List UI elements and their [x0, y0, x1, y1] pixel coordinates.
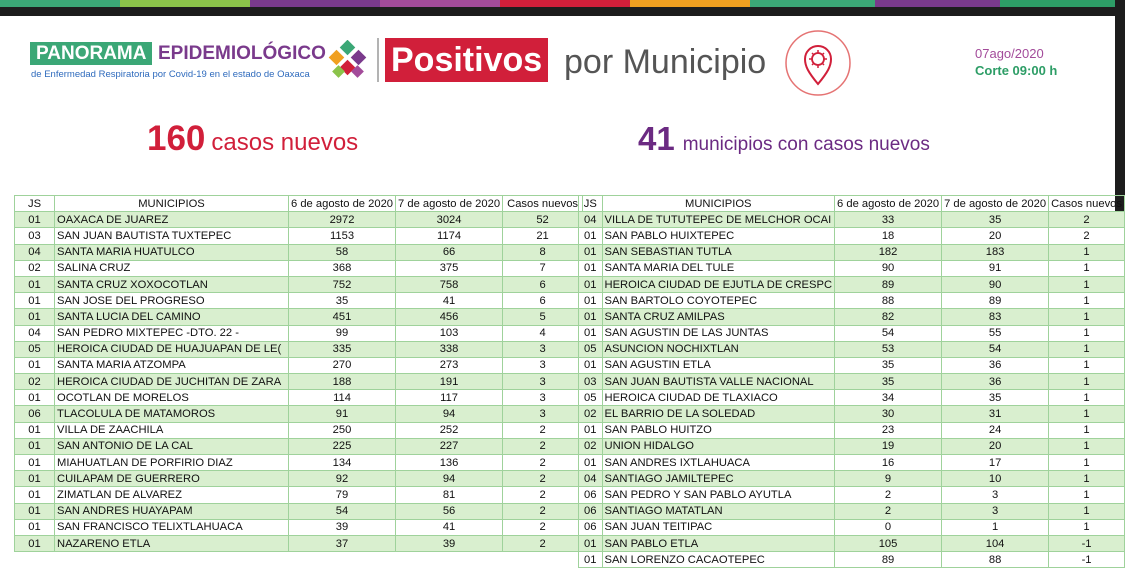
- table-row: [579, 406, 1125, 422]
- cell-municipio: OCOTLAN DE MORELOS: [55, 390, 289, 406]
- cell-municipio: ZIMATLAN DE ALVAREZ: [55, 487, 289, 503]
- cell-aug7: 338: [396, 341, 503, 357]
- cell-municipio: SAN LORENZO CACAOTEPEC: [602, 552, 835, 568]
- municipalities-number: 41: [638, 120, 675, 157]
- cell-js: 01: [579, 293, 603, 309]
- cell-municipio: SANTIAGO JAMILTEPEC: [602, 471, 835, 487]
- cell-new-cases: 1: [1049, 471, 1125, 487]
- cell-municipio: SAN FRANCISCO TELIXTLAHUACA: [55, 519, 289, 535]
- cell-aug6: 225: [289, 438, 396, 454]
- cell-aug7: 91: [942, 260, 1049, 276]
- cell-aug7: 273: [396, 357, 503, 373]
- table-row: [579, 487, 1125, 503]
- header-municipios: MUNICIPIOS: [602, 196, 835, 212]
- cell-aug6: 91: [289, 406, 396, 422]
- municipalities-label: municipios con casos nuevos: [682, 134, 930, 155]
- cell-municipio: SANTA MARIA DEL TULE: [602, 260, 835, 276]
- cell-new-cases: 2: [503, 535, 583, 551]
- cell-new-cases: 3: [503, 341, 583, 357]
- cell-js: 03: [579, 374, 603, 390]
- cell-municipio: SAN BARTOLO COYOTEPEC: [602, 293, 835, 309]
- cell-new-cases: 2: [1049, 212, 1125, 228]
- cell-new-cases: 1: [1049, 455, 1125, 471]
- cell-new-cases: 52: [503, 212, 583, 228]
- logo-epidemiologico: EPIDEMIOLÓGICO: [158, 43, 326, 64]
- cell-new-cases: 1: [1049, 406, 1125, 422]
- cell-new-cases: 4: [503, 325, 583, 341]
- cell-aug6: 54: [289, 503, 396, 519]
- cell-js: 06: [579, 487, 603, 503]
- cell-js: 05: [15, 341, 55, 357]
- cell-aug7: 20: [942, 228, 1049, 244]
- cell-js: 01: [579, 455, 603, 471]
- table-row: [15, 519, 583, 535]
- cell-municipio: VILLA DE TUTUTEPEC DE MELCHOR OCAI: [602, 212, 835, 228]
- cell-aug6: 188: [289, 374, 396, 390]
- table-row: [579, 471, 1125, 487]
- cell-aug6: 105: [835, 535, 942, 551]
- cell-aug6: 79: [289, 487, 396, 503]
- table-row: [15, 535, 583, 551]
- cell-js: 01: [15, 519, 55, 535]
- table-row: [579, 503, 1125, 519]
- table-row: [15, 325, 583, 341]
- cell-aug6: 92: [289, 471, 396, 487]
- cell-js: 01: [15, 390, 55, 406]
- cell-aug7: 252: [396, 422, 503, 438]
- cell-municipio: MIAHUATLAN DE PORFIRIO DIAZ: [55, 455, 289, 471]
- table-row: [579, 438, 1125, 454]
- cell-aug7: 456: [396, 309, 503, 325]
- cell-aug6: 0: [835, 519, 942, 535]
- cell-municipio: SANTA CRUZ XOXOCOTLAN: [55, 276, 289, 292]
- cell-new-cases: 1: [1049, 244, 1125, 260]
- cell-municipio: CUILAPAM DE GUERRERO: [55, 471, 289, 487]
- cell-aug7: 136: [396, 455, 503, 471]
- cell-aug7: 31: [942, 406, 1049, 422]
- table-row: [579, 374, 1125, 390]
- cell-aug6: 2: [835, 503, 942, 519]
- table-row: [15, 357, 583, 373]
- new-cases-stat: [147, 118, 358, 167]
- cell-aug6: 35: [835, 357, 942, 373]
- cell-aug6: 35: [835, 374, 942, 390]
- cell-aug7: 39: [396, 535, 503, 551]
- table-row: [15, 212, 583, 228]
- cell-new-cases: 1: [1049, 357, 1125, 373]
- cell-js: 01: [579, 276, 603, 292]
- cell-js: 04: [579, 471, 603, 487]
- cell-new-cases: 1: [1049, 293, 1125, 309]
- cell-new-cases: 8: [503, 244, 583, 260]
- cell-aug6: 250: [289, 422, 396, 438]
- table-row: [579, 293, 1125, 309]
- table-row: [15, 438, 583, 454]
- cell-aug6: 1153: [289, 228, 396, 244]
- cell-js: 01: [579, 357, 603, 373]
- table-row: [15, 309, 583, 325]
- cases-table-left: [14, 195, 583, 552]
- cell-js: 01: [579, 422, 603, 438]
- cell-new-cases: 1: [1049, 374, 1125, 390]
- cell-aug7: 36: [942, 374, 1049, 390]
- cell-new-cases: 7: [503, 260, 583, 276]
- cell-aug6: 368: [289, 260, 396, 276]
- table-row: [15, 503, 583, 519]
- cell-new-cases: -1: [1049, 552, 1125, 568]
- cell-js: 01: [15, 422, 55, 438]
- cell-aug6: 35: [289, 293, 396, 309]
- header-js: JS: [15, 196, 55, 212]
- cell-municipio: HEROICA CIUDAD DE JUCHITAN DE ZARA: [55, 374, 289, 390]
- cell-new-cases: 1: [1049, 260, 1125, 276]
- cell-aug7: 55: [942, 325, 1049, 341]
- diamond-logo-icon: [327, 40, 369, 82]
- cell-aug6: 99: [289, 325, 396, 341]
- cell-aug7: 758: [396, 276, 503, 292]
- cell-municipio: SANTA CRUZ AMILPAS: [602, 309, 835, 325]
- cell-js: 01: [579, 535, 603, 551]
- cell-aug7: 191: [396, 374, 503, 390]
- cell-js: 01: [15, 535, 55, 551]
- report-date: 07ago/2020: [975, 46, 1044, 61]
- cell-new-cases: 2: [503, 519, 583, 535]
- cell-aug6: 90: [835, 260, 942, 276]
- cell-js: 05: [579, 390, 603, 406]
- table-header-row: [579, 196, 1125, 212]
- cell-aug7: 183: [942, 244, 1049, 260]
- cell-municipio: SAN JUAN TEITIPAC: [602, 519, 835, 535]
- cell-municipio: SAN SEBASTIAN TUTLA: [602, 244, 835, 260]
- header-aug6: 6 de agosto de 2020: [835, 196, 942, 212]
- cell-js: 01: [579, 309, 603, 325]
- cell-aug6: 270: [289, 357, 396, 373]
- cell-aug6: 451: [289, 309, 396, 325]
- cell-new-cases: 5: [503, 309, 583, 325]
- cell-new-cases: 1: [1049, 325, 1125, 341]
- cell-municipio: SANTIAGO MATATLAN: [602, 503, 835, 519]
- header-aug7: 7 de agosto de 2020: [396, 196, 503, 212]
- cell-aug7: 103: [396, 325, 503, 341]
- cell-municipio: SAN AGUSTIN DE LAS JUNTAS: [602, 325, 835, 341]
- cell-new-cases: 2: [503, 471, 583, 487]
- cell-municipio: NAZARENO ETLA: [55, 535, 289, 551]
- cell-new-cases: 1: [1049, 519, 1125, 535]
- cell-aug6: 53: [835, 341, 942, 357]
- cell-aug7: 66: [396, 244, 503, 260]
- table-row: [579, 309, 1125, 325]
- cell-aug7: 89: [942, 293, 1049, 309]
- cell-municipio: SAN JUAN BAUTISTA VALLE NACIONAL: [602, 374, 835, 390]
- cell-new-cases: -1: [1049, 535, 1125, 551]
- cell-new-cases: 2: [503, 487, 583, 503]
- table-row: [15, 374, 583, 390]
- header-new-cases: Casos nuevos: [503, 196, 583, 212]
- cell-js: 01: [579, 244, 603, 260]
- table-row: [15, 390, 583, 406]
- cell-aug7: 227: [396, 438, 503, 454]
- cell-js: 04: [579, 212, 603, 228]
- color-stripe: [0, 0, 1125, 7]
- cell-aug7: 3: [942, 503, 1049, 519]
- cell-aug7: 35: [942, 212, 1049, 228]
- cell-aug6: 89: [835, 552, 942, 568]
- cell-aug7: 94: [396, 471, 503, 487]
- cell-js: 05: [579, 341, 603, 357]
- table-row: [579, 390, 1125, 406]
- cell-js: 01: [579, 552, 603, 568]
- cell-municipio: VILLA DE ZAACHILA: [55, 422, 289, 438]
- cell-aug6: 752: [289, 276, 396, 292]
- cell-aug6: 18: [835, 228, 942, 244]
- cell-municipio: HEROICA CIUDAD DE TLAXIACO: [602, 390, 835, 406]
- header-aug7: 7 de agosto de 2020: [942, 196, 1049, 212]
- table-row: [579, 244, 1125, 260]
- cell-new-cases: 2: [503, 455, 583, 471]
- table-row: [579, 341, 1125, 357]
- table-row: [579, 455, 1125, 471]
- cell-municipio: SAN PABLO ETLA: [602, 535, 835, 551]
- table-row: [579, 228, 1125, 244]
- title-positivos: Positivos: [385, 38, 548, 82]
- cell-municipio: TLACOLULA DE MATAMOROS: [55, 406, 289, 422]
- table-row: [579, 260, 1125, 276]
- cell-municipio: SANTA LUCIA DEL CAMINO: [55, 309, 289, 325]
- cell-js: 02: [579, 406, 603, 422]
- cell-js: 04: [15, 244, 55, 260]
- cell-aug6: 88: [835, 293, 942, 309]
- table-body-left: [15, 212, 583, 552]
- cell-aug7: 90: [942, 276, 1049, 292]
- cell-aug6: 82: [835, 309, 942, 325]
- cell-municipio: UNION HIDALGO: [602, 438, 835, 454]
- cell-municipio: EL BARRIO DE LA SOLEDAD: [602, 406, 835, 422]
- cell-new-cases: 1: [1049, 487, 1125, 503]
- cell-new-cases: 1: [1049, 438, 1125, 454]
- cell-new-cases: 2: [503, 438, 583, 454]
- cell-aug7: 41: [396, 293, 503, 309]
- cell-js: 01: [579, 228, 603, 244]
- cell-aug6: 34: [835, 390, 942, 406]
- cell-new-cases: 2: [503, 422, 583, 438]
- table-row: [579, 535, 1125, 551]
- cases-table-right: [578, 195, 1125, 568]
- cell-aug7: 88: [942, 552, 1049, 568]
- cell-js: 06: [15, 406, 55, 422]
- cell-js: 01: [15, 357, 55, 373]
- cell-new-cases: 3: [503, 406, 583, 422]
- table-row: [15, 471, 583, 487]
- table-row: [15, 244, 583, 260]
- cell-js: 06: [579, 519, 603, 535]
- cell-js: 01: [579, 260, 603, 276]
- cell-js: 01: [15, 471, 55, 487]
- cell-new-cases: 6: [503, 293, 583, 309]
- cell-js: 01: [15, 503, 55, 519]
- table-row: [579, 422, 1125, 438]
- cell-municipio: HEROICA CIUDAD DE EJUTLA DE CRESPC: [602, 276, 835, 292]
- cell-new-cases: 1: [1049, 422, 1125, 438]
- cell-aug6: 182: [835, 244, 942, 260]
- top-frame: [0, 0, 1125, 16]
- cell-js: 01: [579, 325, 603, 341]
- cell-aug7: 3: [942, 487, 1049, 503]
- cell-new-cases: 6: [503, 276, 583, 292]
- cell-aug7: 375: [396, 260, 503, 276]
- cell-municipio: SAN PEDRO MIXTEPEC -DTO. 22 -: [55, 325, 289, 341]
- header-municipios: MUNICIPIOS: [55, 196, 289, 212]
- cell-aug7: 17: [942, 455, 1049, 471]
- cell-aug7: 56: [396, 503, 503, 519]
- header-js: JS: [579, 196, 603, 212]
- table-header-row: [15, 196, 583, 212]
- cell-aug7: 35: [942, 390, 1049, 406]
- table-row: [579, 276, 1125, 292]
- cell-aug6: 2: [835, 487, 942, 503]
- cell-js: 06: [579, 503, 603, 519]
- cell-js: 01: [15, 487, 55, 503]
- title-por-municipio: por Municipio: [564, 43, 767, 81]
- cell-municipio: HEROICA CIUDAD DE HUAJUAPAN DE LE(: [55, 341, 289, 357]
- cell-js: 01: [15, 309, 55, 325]
- table-row: [579, 325, 1125, 341]
- cell-aug6: 39: [289, 519, 396, 535]
- cell-municipio: SAN PEDRO Y SAN PABLO AYUTLA: [602, 487, 835, 503]
- cell-municipio: ASUNCION NOCHIXTLAN: [602, 341, 835, 357]
- municipalities-stat: [638, 118, 930, 167]
- new-cases-number: 160: [147, 119, 206, 158]
- cell-aug7: 20: [942, 438, 1049, 454]
- cell-js: 03: [15, 228, 55, 244]
- cell-municipio: SAN ANDRES HUAYAPAM: [55, 503, 289, 519]
- cell-municipio: SANTA MARIA ATZOMPA: [55, 357, 289, 373]
- cell-aug6: 134: [289, 455, 396, 471]
- cell-aug6: 30: [835, 406, 942, 422]
- cell-aug7: 10: [942, 471, 1049, 487]
- cell-aug7: 83: [942, 309, 1049, 325]
- cell-municipio: SAN PABLO HUIXTEPEC: [602, 228, 835, 244]
- cell-municipio: SAN ANTONIO DE LA CAL: [55, 438, 289, 454]
- cell-new-cases: 21: [503, 228, 583, 244]
- cell-new-cases: 2: [1049, 228, 1125, 244]
- cell-aug6: 2972: [289, 212, 396, 228]
- cell-new-cases: 1: [1049, 309, 1125, 325]
- cell-js: 01: [15, 276, 55, 292]
- table-body-right: [579, 212, 1125, 568]
- cell-municipio: SAN ANDRES IXTLAHUACA: [602, 455, 835, 471]
- table-row: [15, 293, 583, 309]
- cell-municipio: OAXACA DE JUAREZ: [55, 212, 289, 228]
- logo-subtitle: de Enfermedad Respiratoria por Covid-19 en el estado de Oaxaca: [31, 69, 310, 80]
- header-new-cases: Casos nuevos: [1049, 196, 1125, 212]
- cell-aug6: 9: [835, 471, 942, 487]
- cell-js: 01: [15, 212, 55, 228]
- cell-new-cases: 1: [1049, 503, 1125, 519]
- cell-js: 01: [15, 293, 55, 309]
- cell-aug7: 41: [396, 519, 503, 535]
- cell-aug6: 114: [289, 390, 396, 406]
- cell-aug7: 94: [396, 406, 503, 422]
- table-row: [579, 357, 1125, 373]
- table-row: [15, 455, 583, 471]
- cell-aug6: 16: [835, 455, 942, 471]
- table-row: [15, 487, 583, 503]
- cell-js: 01: [15, 438, 55, 454]
- cell-aug7: 1174: [396, 228, 503, 244]
- cell-municipio: SAN AGUSTIN ETLA: [602, 357, 835, 373]
- cell-aug6: 23: [835, 422, 942, 438]
- cell-municipio: SANTA MARIA HUATULCO: [55, 244, 289, 260]
- header-aug6: 6 de agosto de 2020: [289, 196, 396, 212]
- cell-aug7: 36: [942, 357, 1049, 373]
- cell-aug7: 1: [942, 519, 1049, 535]
- cell-aug6: 335: [289, 341, 396, 357]
- cell-new-cases: 3: [503, 390, 583, 406]
- cell-new-cases: 3: [503, 357, 583, 373]
- cell-aug6: 37: [289, 535, 396, 551]
- virus-location-icon: [783, 28, 853, 98]
- table-row: [15, 406, 583, 422]
- table-row: [579, 519, 1125, 535]
- table-row: [579, 212, 1125, 228]
- new-cases-label: casos nuevos: [211, 129, 359, 156]
- table-row: [15, 276, 583, 292]
- cell-aug7: 24: [942, 422, 1049, 438]
- cell-aug7: 81: [396, 487, 503, 503]
- header-divider: [377, 38, 379, 82]
- cell-js: 01: [15, 455, 55, 471]
- cell-aug6: 54: [835, 325, 942, 341]
- cell-aug7: 104: [942, 535, 1049, 551]
- cell-aug6: 89: [835, 276, 942, 292]
- cell-municipio: SAN JOSE DEL PROGRESO: [55, 293, 289, 309]
- cell-new-cases: 1: [1049, 341, 1125, 357]
- logo-panorama: PANORAMA: [30, 42, 152, 65]
- cell-new-cases: 2: [503, 503, 583, 519]
- cell-js: 04: [15, 325, 55, 341]
- cell-municipio: SAN JUAN BAUTISTA TUXTEPEC: [55, 228, 289, 244]
- cell-aug6: 58: [289, 244, 396, 260]
- cell-aug6: 19: [835, 438, 942, 454]
- cell-aug7: 117: [396, 390, 503, 406]
- cell-municipio: SAN PABLO HUITZO: [602, 422, 835, 438]
- cell-municipio: SALINA CRUZ: [55, 260, 289, 276]
- cell-new-cases: 1: [1049, 276, 1125, 292]
- table-row: [15, 228, 583, 244]
- report-cutoff: Corte 09:00 h: [975, 63, 1058, 78]
- cell-js: 02: [15, 260, 55, 276]
- cell-js: 02: [579, 438, 603, 454]
- table-row: [15, 422, 583, 438]
- table-row: [15, 260, 583, 276]
- cell-aug7: 54: [942, 341, 1049, 357]
- table-row: [15, 341, 583, 357]
- cell-aug7: 3024: [396, 212, 503, 228]
- table-row: [579, 552, 1125, 568]
- cell-new-cases: 3: [503, 374, 583, 390]
- cell-new-cases: 1: [1049, 390, 1125, 406]
- cell-aug6: 33: [835, 212, 942, 228]
- cell-js: 02: [15, 374, 55, 390]
